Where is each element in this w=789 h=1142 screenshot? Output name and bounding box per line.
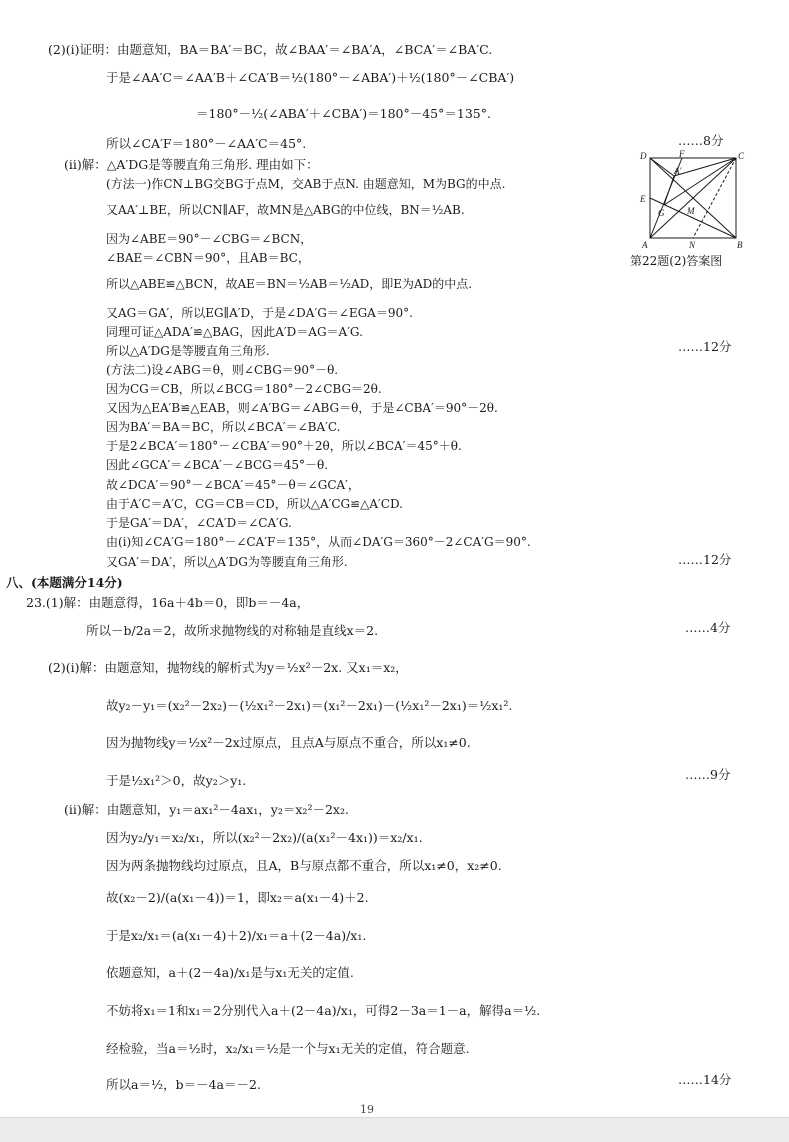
text-line: (ⅱ)解：△A′DG是等腰直角三角形. 理由如下： (64, 157, 319, 172)
text-line: 由于A′C＝A′C，CG＝CB＝CD，所以△A′CG≌△A′CD. (106, 497, 403, 511)
score-mark: ……12分 (678, 552, 732, 567)
text-line: 故(x₂－2)/(a(x₁－4))＝1，即x₂＝a(x₁－4)＋2. (106, 890, 369, 905)
viewer-bottom-bar (0, 1117, 789, 1142)
text-line: 于是x₂/x₁＝(a(x₁－4)＋2)/x₁＝a＋(2－4a)/x₁. (106, 928, 367, 943)
text-line: (方法二)设∠ABG＝θ，则∠CBG＝90°－θ. (106, 363, 339, 377)
label-f: F (679, 150, 685, 159)
text-line: 所以∠CA′F＝180°－∠AA′C＝45°. (106, 136, 307, 151)
text-line: 23.(1)解：由题意得，16a＋4b＝0，即b＝－4a， (26, 595, 310, 610)
figure-caption: 第22题(2)答案图 (630, 254, 723, 268)
text-line: 于是½x₁²＞0，故y₂＞y₁. (106, 773, 247, 788)
text-line: 又GA′＝DA′，所以△A′DG为等腰直角三角形. (106, 555, 348, 569)
text-line: ∠BAE＝∠CBN＝90°，且AB＝BC， (106, 251, 310, 265)
label-m: M (687, 206, 695, 216)
score-mark: ……14分 (678, 1072, 732, 1087)
text-line: 又AG＝GA′，所以EG∥A′D，于是∠DA′G＝∠EGA＝90°. (106, 306, 413, 320)
text-line: 于是2∠BCA′＝180°－∠CBA′＝90°＋2θ，所以∠BCA′＝45°＋θ. (106, 439, 462, 453)
section-heading: 八、(本题满分14分) (6, 575, 123, 590)
page-number: 19 (360, 1103, 374, 1116)
text-line: 所以－b/2a＝2，故所求抛物线的对称轴是直线x＝2. (86, 623, 379, 638)
label-c: C (738, 151, 745, 161)
text-line: 不妨将x₁＝1和x₁＝2分别代入a＋(2－4a)/x₁，可得2－3a＝1－a，解得a＝½. (106, 1003, 541, 1018)
text-line: 由(ⅰ)知∠CA′G＝180°－∠CA′F＝135°，从而∠DA′G＝360°－2∠CA′G＝90°. (106, 535, 531, 549)
text-line: 又AA′⊥BE，所以CN∥AF，故MN是△ABG的中位线，BN＝½AB. (106, 203, 465, 217)
text-line: 因为抛物线y＝½x²－2x过原点，且点A与原点不重合，所以x₁≠0. (106, 735, 471, 750)
text-line: (ⅱ)解：由题意知，y₁＝ax₁²－4ax₁，y₂＝x₂²－2x₂. (64, 802, 349, 817)
text-line: 同理可证△ADA′≌△BAG，因此A′D＝AG＝A′G. (106, 325, 363, 339)
text-line: 于是GA′＝DA′，∠CA′D＝∠CA′G. (106, 516, 292, 530)
text-line: 因为∠ABE＝90°－∠CBG＝∠BCN， (106, 232, 313, 246)
text-line: (2)(ⅰ)解：由题意知，抛物线的解析式为y＝½x²－2x. 又x₁＝x₂， (48, 660, 408, 675)
text-line: (方法一)作CN⊥BG交BG于点M，交AB于点N. 由题意知，M为BG的中点. (106, 177, 506, 191)
score-mark: ……9分 (685, 767, 731, 782)
text-line: 经检验，当a＝½时，x₂/x₁＝½是一个与x₁无关的定值，符合题意. (106, 1041, 470, 1056)
text-line: ＝180°－½(∠ABA′＋∠CBA′)＝180°－45°＝135°. (196, 106, 491, 121)
label-b: B (737, 240, 743, 250)
label-g: G (658, 208, 665, 218)
be-line (650, 198, 736, 238)
text-line: 因为两条抛物线均过原点，且A，B与原点都不重合，所以x₁≠0，x₂≠0. (106, 858, 502, 873)
text-line: 所以△A′DG是等腰直角三角形. (106, 344, 270, 358)
score-mark: ……8分 (678, 133, 724, 148)
score-mark: ……4分 (685, 620, 731, 635)
text-line: 又因为△EA′B≌△EAB，则∠A′BG＝∠ABG＝θ，于是∠CBA′＝90°－2θ. (106, 401, 498, 415)
text-line: 所以△ABE≌△BCN，故AE＝BN＝½AB＝½AD，即E为AD的中点. (106, 277, 473, 291)
label-n: N (689, 240, 696, 250)
label-a: A (642, 240, 648, 250)
cn-dashed-line (693, 158, 736, 238)
text-line: 故∠DCA′＝90°－∠BCA′＝45°－θ＝∠GCA′， (106, 478, 360, 492)
score-mark: ……12分 (678, 339, 732, 354)
label-d: D (640, 151, 647, 161)
text-line: 依题意知，a＋(2－4a)/x₁是与x₁无关的定值. (106, 965, 354, 980)
text-line: 故y₂－y₁＝(x₂²－2x₂)－(½x₁²－2x₁)＝(x₁²－2x₁)－(½x₁²－2x₁)＝½x₁². (106, 698, 513, 713)
da-line (650, 158, 674, 176)
text-line: 于是∠AA′C＝∠AA′B＋∠CA′B＝½(180°－∠ABA′)＋½(180°－∠CBA′) (106, 70, 515, 85)
label-e: E (640, 194, 646, 204)
text-line: 因为BA′＝BA＝BC，所以∠BCA′＝∠BA′C. (106, 420, 341, 434)
ag-line (664, 176, 674, 205)
text-line: 因为y₂/y₁＝x₂/x₁，所以(x₂²－2x₂)/(a(x₁²－4x₁))＝x₂/x₁. (106, 830, 423, 845)
text-line: 因此∠GCA′＝∠BCA′－∠BCG＝45°－θ. (106, 458, 329, 472)
text-line: 所以a＝½，b＝－4a＝－2. (106, 1077, 261, 1092)
text-line: 因为CG＝CB，所以∠BCG＝180°－2∠CBG＝2θ. (106, 382, 382, 396)
label-a-prime: A′ (674, 166, 682, 176)
text-line: (2)(ⅰ)证明：由题意知，BA＝BA′＝BC，故∠BAA′＝∠BA′A，∠BCA′＝∠BA′C. (48, 42, 493, 57)
